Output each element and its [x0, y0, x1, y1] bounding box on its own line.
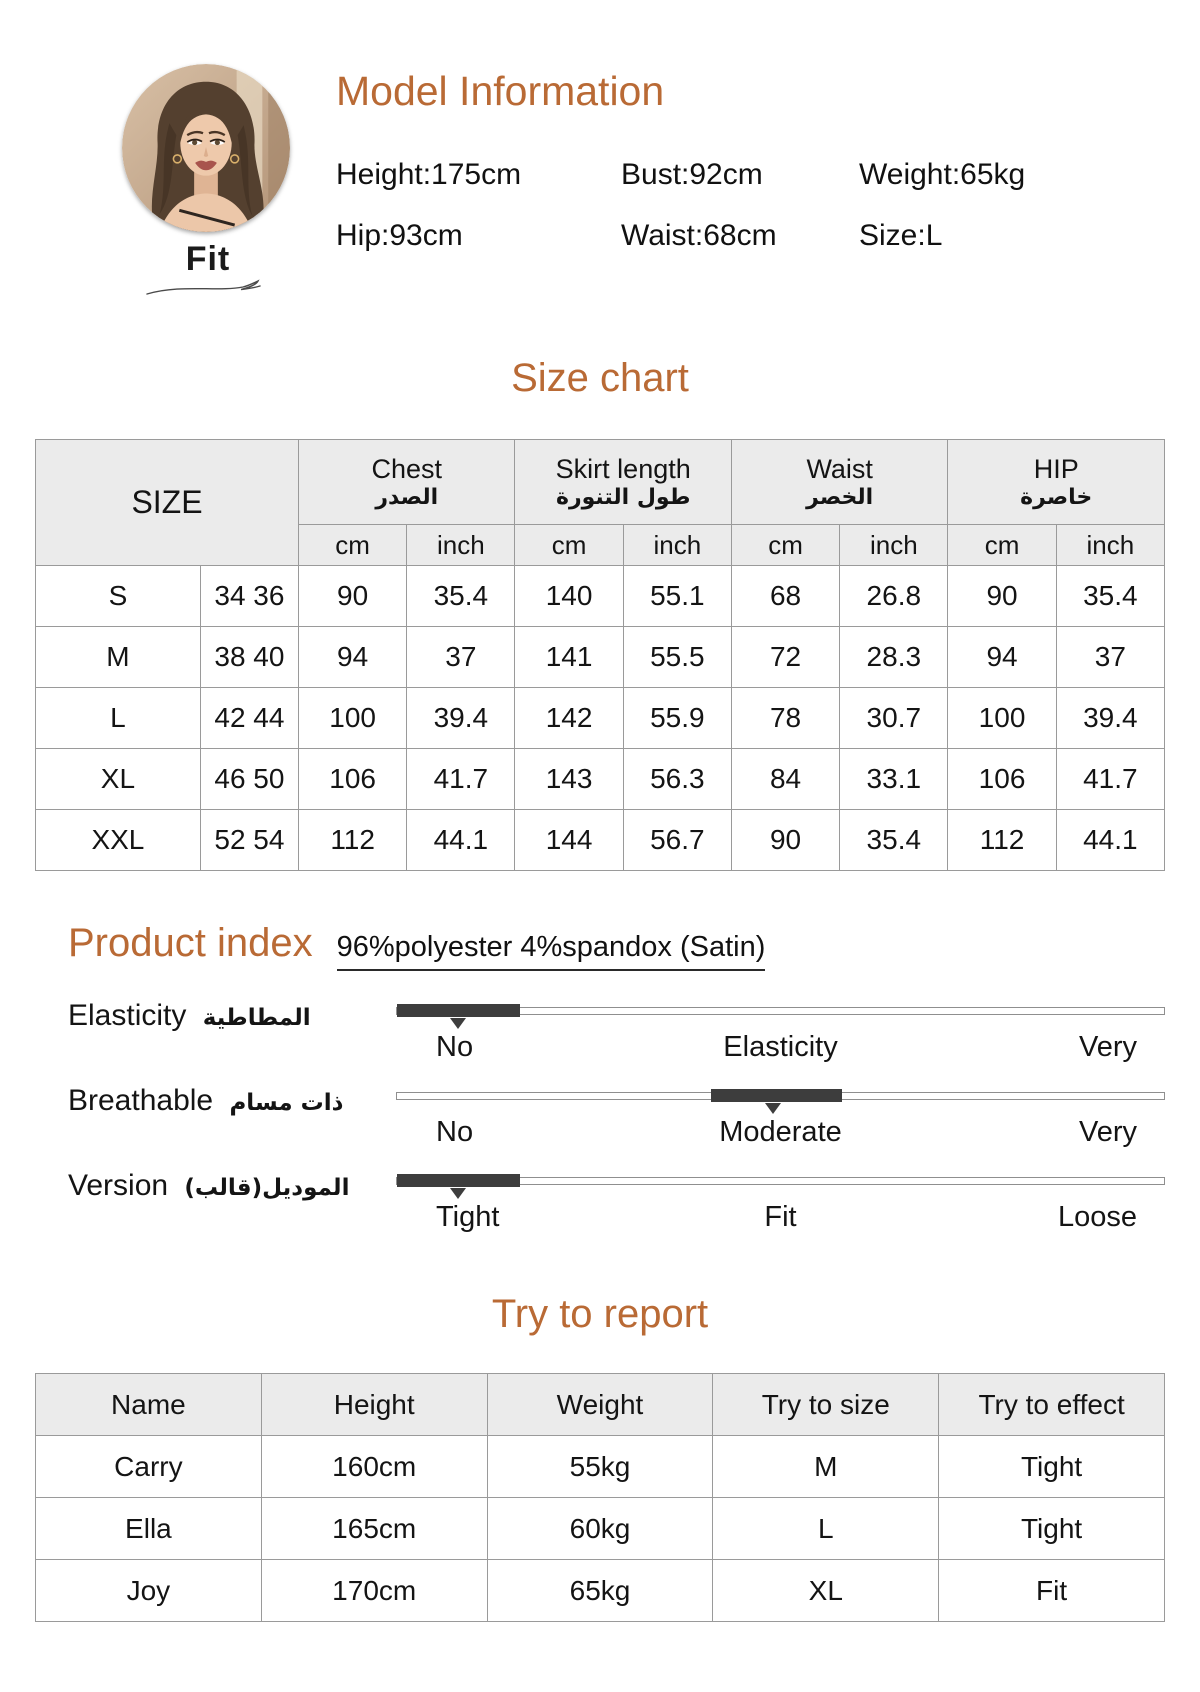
scale-high: Loose — [1057, 1201, 1137, 1233]
breathable-label-en: Breathable — [68, 1084, 214, 1117]
waist-label-ar: الخصر — [806, 484, 874, 510]
waist-column-header — [731, 440, 947, 525]
product-index-header — [68, 921, 1165, 971]
stat-bust: Bust:92cm — [621, 158, 763, 191]
size-cell: 94 — [948, 627, 1056, 688]
hip-column-header — [948, 440, 1165, 525]
squiggle-underline-icon — [143, 277, 273, 299]
size-cell: 56.3 — [623, 749, 731, 810]
stat-size: Size:L — [859, 219, 943, 252]
size-number: 42 44 — [200, 688, 298, 749]
col-height: Height — [261, 1374, 487, 1436]
report-cell: 170cm — [261, 1560, 487, 1622]
size-number: 38 40 — [200, 627, 298, 688]
size-row-m — [36, 627, 1165, 688]
size-cell: 143 — [515, 749, 623, 810]
report-cell: Tight — [939, 1498, 1165, 1560]
size-cell: 84 — [731, 749, 839, 810]
size-row-s — [36, 566, 1165, 627]
report-cell: 165cm — [261, 1498, 487, 1560]
version-label-en: Version — [68, 1169, 169, 1202]
col-try-to-effect: Try to effect — [939, 1374, 1165, 1436]
scale-low: No — [436, 1031, 474, 1063]
stat-waist: Waist:68cm — [621, 219, 777, 252]
chest-label-en: Chest — [371, 453, 443, 484]
unit-cm: cm — [948, 525, 1056, 566]
slider-track — [396, 1092, 1165, 1100]
unit-inch: inch — [623, 525, 731, 566]
size-cell: 55.9 — [623, 688, 731, 749]
report-row-ella — [36, 1498, 1165, 1560]
size-cell: 142 — [515, 688, 623, 749]
chest-column-header — [299, 440, 515, 525]
size-header-cell: SIZE — [36, 440, 299, 566]
unit-inch: inch — [1056, 525, 1164, 566]
slider-scale — [396, 1031, 1165, 1064]
report-cell: 55kg — [487, 1436, 713, 1498]
report-cell: Fit — [939, 1560, 1165, 1622]
scale-high: Very — [1078, 1031, 1137, 1063]
size-cell: 68 — [731, 566, 839, 627]
report-row-joy — [36, 1560, 1165, 1622]
size-letter: L — [36, 688, 201, 749]
try-report-header-row — [36, 1374, 1165, 1436]
size-cell: 78 — [731, 688, 839, 749]
size-cell: 55.5 — [623, 627, 731, 688]
hip-label-ar: خاصرة — [1020, 484, 1093, 510]
breathable-label-ar: ذات مسام — [229, 1090, 344, 1116]
size-cell: 35.4 — [407, 566, 515, 627]
size-cell: 112 — [299, 810, 407, 871]
size-letter: XL — [36, 749, 201, 810]
version-label — [68, 1167, 396, 1203]
elasticity-label-ar: المطاطية — [202, 1005, 311, 1031]
size-chart-table — [35, 439, 1165, 871]
size-number: 34 36 — [200, 566, 298, 627]
report-cell: 65kg — [487, 1560, 713, 1622]
scale-low: No — [436, 1116, 474, 1148]
col-name: Name — [36, 1374, 262, 1436]
col-try-to-size: Try to size — [713, 1374, 939, 1436]
size-row-xl — [36, 749, 1165, 810]
size-row-xxl — [36, 810, 1165, 871]
stat-height: Height:175cm — [336, 158, 522, 191]
slider-fill — [711, 1089, 841, 1102]
size-cell: 140 — [515, 566, 623, 627]
size-cell: 39.4 — [407, 688, 515, 749]
size-number: 46 50 — [200, 749, 298, 810]
breathable-label — [68, 1082, 396, 1118]
report-cell: Ella — [36, 1498, 262, 1560]
breathable-slider — [396, 1082, 1165, 1149]
model-portrait-illustration — [122, 64, 290, 232]
try-report-table — [35, 1373, 1165, 1622]
size-cell: 72 — [731, 627, 839, 688]
unit-cm: cm — [299, 525, 407, 566]
size-cell: 41.7 — [407, 749, 515, 810]
model-details — [336, 64, 1025, 304]
model-photo — [122, 64, 290, 232]
slider-track — [396, 1177, 1165, 1185]
size-cell: 106 — [948, 749, 1056, 810]
size-letter: S — [36, 566, 201, 627]
slider-scale — [396, 1201, 1165, 1234]
size-cell: 35.4 — [1056, 566, 1164, 627]
unit-inch: inch — [840, 525, 948, 566]
model-information-section — [0, 0, 1200, 304]
elasticity-label — [68, 997, 396, 1033]
report-cell: L — [713, 1498, 939, 1560]
product-index-title: Product index — [68, 921, 313, 965]
report-cell: 160cm — [261, 1436, 487, 1498]
version-label-ar: الموديل(قالب) — [184, 1175, 350, 1201]
report-cell: M — [713, 1436, 939, 1498]
slider-marker-icon — [450, 1018, 466, 1029]
bottom-spacer — [0, 1622, 1200, 1692]
size-letter: M — [36, 627, 201, 688]
size-cell: 141 — [515, 627, 623, 688]
size-cell: 56.7 — [623, 810, 731, 871]
size-cell: 33.1 — [840, 749, 948, 810]
try-report-title: Try to report — [491, 1292, 709, 1336]
photo-caption: Fit — [185, 240, 231, 278]
scale-high: Very — [1078, 1116, 1137, 1148]
model-photo-column — [122, 64, 294, 304]
size-cell: 28.3 — [840, 627, 948, 688]
unit-cm: cm — [515, 525, 623, 566]
breathable-row — [68, 1082, 1165, 1149]
slider-marker-icon — [450, 1188, 466, 1199]
size-cell: 35.4 — [840, 810, 948, 871]
model-stats — [336, 158, 1025, 253]
report-cell: Tight — [939, 1436, 1165, 1498]
size-cell: 41.7 — [1056, 749, 1164, 810]
report-cell: Joy — [36, 1560, 262, 1622]
report-cell: XL — [713, 1560, 939, 1622]
slider-fill — [397, 1004, 520, 1017]
scale-low: Tight — [436, 1201, 500, 1233]
skirt-length-column-header — [515, 440, 731, 525]
fabric-composition: 96%polyester 4%spandox (Satin) — [337, 931, 766, 971]
size-cell: 144 — [515, 810, 623, 871]
size-cell: 55.1 — [623, 566, 731, 627]
size-cell: 100 — [299, 688, 407, 749]
stat-hip: Hip:93cm — [336, 219, 463, 252]
hip-label-en: HIP — [1033, 453, 1079, 484]
col-weight: Weight — [487, 1374, 713, 1436]
size-cell: 39.4 — [1056, 688, 1164, 749]
product-index-rows — [68, 997, 1165, 1234]
size-number: 52 54 — [200, 810, 298, 871]
size-cell: 112 — [948, 810, 1056, 871]
skirt-length-label-ar: طول التنورة — [555, 484, 691, 510]
size-cell: 90 — [731, 810, 839, 871]
size-letter: XXL — [36, 810, 201, 871]
slider-fill — [397, 1174, 520, 1187]
size-cell: 37 — [407, 627, 515, 688]
slider-marker-icon — [765, 1103, 781, 1114]
model-information-title: Model Information — [336, 68, 665, 114]
scale-mid: Moderate — [719, 1116, 842, 1148]
size-chart-header-row — [36, 440, 1165, 525]
size-cell: 26.8 — [840, 566, 948, 627]
size-cell: 100 — [948, 688, 1056, 749]
skirt-length-label-en: Skirt length — [555, 453, 691, 484]
slider-track — [396, 1007, 1165, 1015]
waist-label-en: Waist — [806, 453, 873, 484]
unit-inch: inch — [407, 525, 515, 566]
version-slider — [396, 1167, 1165, 1234]
size-cell: 94 — [299, 627, 407, 688]
slider-scale — [396, 1116, 1165, 1149]
elasticity-label-en: Elasticity — [68, 999, 187, 1032]
size-cell: 37 — [1056, 627, 1164, 688]
size-chart-title: Size chart — [511, 356, 689, 400]
elasticity-slider — [396, 997, 1165, 1064]
size-cell: 90 — [299, 566, 407, 627]
report-row-carry — [36, 1436, 1165, 1498]
report-cell: Carry — [36, 1436, 262, 1498]
size-cell: 106 — [299, 749, 407, 810]
chest-label-ar: الصدر — [375, 484, 439, 510]
size-cell: 44.1 — [1056, 810, 1164, 871]
elasticity-row — [68, 997, 1165, 1064]
unit-cm: cm — [731, 525, 839, 566]
scale-mid: Elasticity — [723, 1031, 838, 1063]
report-cell: 60kg — [487, 1498, 713, 1560]
stat-weight: Weight:65kg — [859, 158, 1026, 191]
size-row-l — [36, 688, 1165, 749]
size-cell: 90 — [948, 566, 1056, 627]
size-cell: 44.1 — [407, 810, 515, 871]
size-cell: 30.7 — [840, 688, 948, 749]
scale-mid: Fit — [764, 1201, 797, 1233]
version-row — [68, 1167, 1165, 1234]
